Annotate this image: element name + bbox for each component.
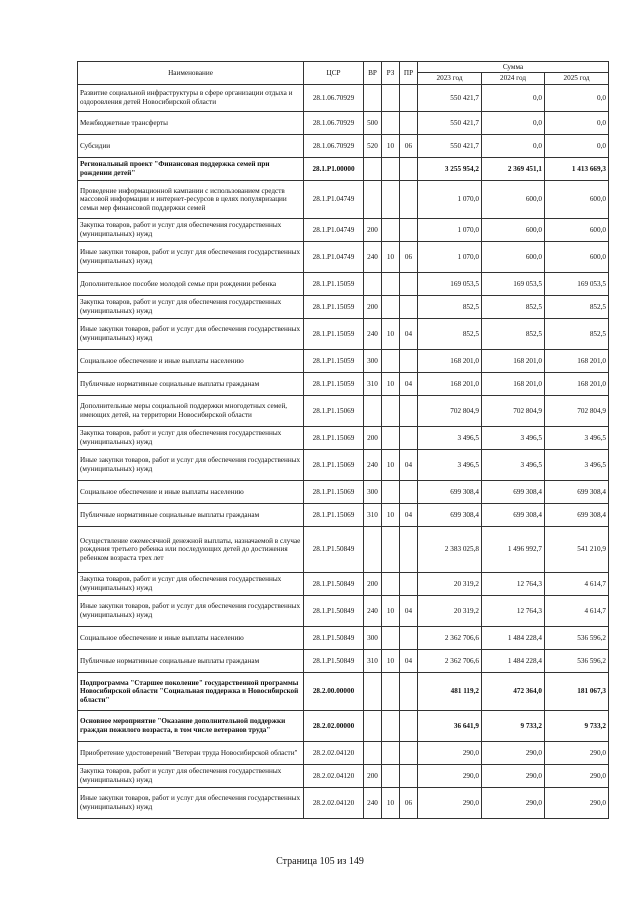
cell-2023: 2 362 706,6 bbox=[418, 626, 482, 649]
table-row bbox=[78, 741, 609, 764]
budget-table bbox=[77, 61, 609, 819]
cell-rz: 10 bbox=[382, 134, 400, 157]
cell-pr bbox=[400, 349, 418, 372]
cell-2024: 699 308,4 bbox=[482, 480, 545, 503]
cell-2024: 169 053,5 bbox=[482, 272, 545, 295]
table-header bbox=[78, 62, 609, 85]
table-row bbox=[78, 272, 609, 295]
cell-2023: 36 641,9 bbox=[418, 710, 482, 741]
cell-vr: 310 bbox=[364, 372, 382, 395]
cell-vr bbox=[364, 526, 382, 572]
cell-pr bbox=[400, 741, 418, 764]
cell-csr: 28.1.P1.15059 bbox=[304, 349, 364, 372]
cell-2025: 4 614,7 bbox=[545, 572, 609, 595]
table-row bbox=[78, 787, 609, 818]
table-row bbox=[78, 84, 609, 111]
cell-2025: 536 596,2 bbox=[545, 649, 609, 672]
cell-name: Проведение информационной кампании с использованием средств массовой информации и интернет-ресурсов в целях популяризации семьи мер финансовой поддержки семей bbox=[78, 180, 304, 218]
cell-vr bbox=[364, 395, 382, 426]
header-year-2024: 2024 год bbox=[482, 73, 545, 84]
table-row bbox=[78, 480, 609, 503]
cell-2024: 702 804,9 bbox=[482, 395, 545, 426]
table-row bbox=[78, 572, 609, 595]
cell-rz: 10 bbox=[382, 595, 400, 626]
cell-2023: 1 070,0 bbox=[418, 218, 482, 241]
cell-2024: 0,0 bbox=[482, 111, 545, 134]
cell-vr: 240 bbox=[364, 787, 382, 818]
table-row bbox=[78, 349, 609, 372]
header-pr: ПР bbox=[400, 62, 418, 85]
cell-2024: 852,5 bbox=[482, 318, 545, 349]
cell-2023: 481 119,2 bbox=[418, 672, 482, 710]
table-row bbox=[78, 526, 609, 572]
cell-csr: 28.2.02.04120 bbox=[304, 787, 364, 818]
cell-csr: 28.2.02.04120 bbox=[304, 764, 364, 787]
cell-vr: 500 bbox=[364, 111, 382, 134]
cell-name: Дополнительное пособие молодой семье при рождении ребенка bbox=[78, 272, 304, 295]
cell-name: Публичные нормативные социальные выплаты гражданам bbox=[78, 372, 304, 395]
header-vr: ВР bbox=[364, 62, 382, 85]
cell-2024: 3 496,5 bbox=[482, 426, 545, 449]
cell-2023: 168 201,0 bbox=[418, 349, 482, 372]
cell-rz: 10 bbox=[382, 318, 400, 349]
cell-vr: 240 bbox=[364, 595, 382, 626]
cell-pr: 04 bbox=[400, 449, 418, 480]
cell-rz bbox=[382, 480, 400, 503]
cell-csr: 28.1.P1.04749 bbox=[304, 180, 364, 218]
cell-pr bbox=[400, 272, 418, 295]
cell-rz bbox=[382, 295, 400, 318]
cell-name: Иные закупки товаров, работ и услуг для обеспечения государственных (муниципальных) нужд bbox=[78, 449, 304, 480]
cell-vr: 310 bbox=[364, 503, 382, 526]
cell-csr: 28.1.P1.50849 bbox=[304, 595, 364, 626]
cell-name: Осуществление ежемесячной денежной выплаты, назначаемой в случае рождения третьего ребенка или последующих детей до достижения ребенком возраста трех лет bbox=[78, 526, 304, 572]
cell-vr bbox=[364, 84, 382, 111]
table-row bbox=[78, 134, 609, 157]
cell-csr: 28.1.P1.50849 bbox=[304, 626, 364, 649]
cell-csr: 28.1.P1.04749 bbox=[304, 241, 364, 272]
cell-vr: 240 bbox=[364, 449, 382, 480]
cell-2023: 20 319,2 bbox=[418, 572, 482, 595]
cell-pr bbox=[400, 157, 418, 180]
cell-2025: 699 308,4 bbox=[545, 480, 609, 503]
cell-2025: 0,0 bbox=[545, 134, 609, 157]
cell-rz: 10 bbox=[382, 787, 400, 818]
cell-name: Приобретение удостоверений "Ветеран труда Новосибирской области" bbox=[78, 741, 304, 764]
cell-2024: 1 484 228,4 bbox=[482, 649, 545, 672]
cell-csr: 28.2.02.00000 bbox=[304, 710, 364, 741]
cell-csr: 28.1.P1.15059 bbox=[304, 295, 364, 318]
cell-csr: 28.1.P1.15069 bbox=[304, 503, 364, 526]
cell-pr bbox=[400, 111, 418, 134]
cell-name: Закупка товаров, работ и услуг для обеспечения государственных (муниципальных) нужд bbox=[78, 764, 304, 787]
cell-2025: 181 067,3 bbox=[545, 672, 609, 710]
cell-2025: 600,0 bbox=[545, 218, 609, 241]
cell-vr: 200 bbox=[364, 426, 382, 449]
cell-rz bbox=[382, 672, 400, 710]
cell-pr bbox=[400, 572, 418, 595]
cell-2023: 169 053,5 bbox=[418, 272, 482, 295]
cell-vr: 310 bbox=[364, 649, 382, 672]
cell-2025: 600,0 bbox=[545, 241, 609, 272]
cell-rz bbox=[382, 626, 400, 649]
table-row bbox=[78, 218, 609, 241]
cell-pr: 06 bbox=[400, 241, 418, 272]
cell-pr bbox=[400, 395, 418, 426]
table-row bbox=[78, 395, 609, 426]
cell-2024: 0,0 bbox=[482, 134, 545, 157]
cell-csr: 28.1.P1.50849 bbox=[304, 572, 364, 595]
cell-rz bbox=[382, 426, 400, 449]
cell-csr: 28.1.P1.04749 bbox=[304, 218, 364, 241]
cell-name: Основное мероприятие "Оказание дополнительной поддержки граждан пожилого возраста, в том числе ветеранов труда" bbox=[78, 710, 304, 741]
cell-2025: 290,0 bbox=[545, 741, 609, 764]
cell-2024: 3 496,5 bbox=[482, 449, 545, 480]
cell-name: Развитие социальной инфраструктуры в сфере организации отдыха и оздоровления детей Новосибирской области bbox=[78, 84, 304, 111]
cell-2024: 168 201,0 bbox=[482, 372, 545, 395]
cell-rz bbox=[382, 218, 400, 241]
cell-rz bbox=[382, 111, 400, 134]
header-rz: РЗ bbox=[382, 62, 400, 85]
table-row bbox=[78, 649, 609, 672]
cell-2023: 20 319,2 bbox=[418, 595, 482, 626]
table-row bbox=[78, 372, 609, 395]
cell-2025: 3 496,5 bbox=[545, 426, 609, 449]
cell-name: Иные закупки товаров, работ и услуг для обеспечения государственных (муниципальных) нужд bbox=[78, 787, 304, 818]
cell-vr bbox=[364, 741, 382, 764]
cell-name: Публичные нормативные социальные выплаты гражданам bbox=[78, 503, 304, 526]
cell-csr: 28.2.02.04120 bbox=[304, 741, 364, 764]
table-row bbox=[78, 449, 609, 480]
table-row bbox=[78, 241, 609, 272]
cell-2025: 290,0 bbox=[545, 764, 609, 787]
table-row bbox=[78, 503, 609, 526]
cell-vr bbox=[364, 710, 382, 741]
cell-2025: 1 413 669,3 bbox=[545, 157, 609, 180]
cell-2023: 1 070,0 bbox=[418, 241, 482, 272]
cell-name: Субсидии bbox=[78, 134, 304, 157]
table-row bbox=[78, 157, 609, 180]
cell-2023: 852,5 bbox=[418, 318, 482, 349]
cell-rz: 10 bbox=[382, 241, 400, 272]
cell-2025: 702 804,9 bbox=[545, 395, 609, 426]
cell-rz bbox=[382, 741, 400, 764]
table-body bbox=[78, 84, 609, 818]
cell-2024: 12 764,3 bbox=[482, 572, 545, 595]
cell-csr: 28.1.P1.15069 bbox=[304, 395, 364, 426]
cell-csr: 28.1.06.70929 bbox=[304, 134, 364, 157]
cell-2024: 290,0 bbox=[482, 764, 545, 787]
header-name: Наименование bbox=[78, 62, 304, 85]
cell-2024: 600,0 bbox=[482, 180, 545, 218]
cell-csr: 28.1.P1.15059 bbox=[304, 318, 364, 349]
cell-csr: 28.1.P1.15059 bbox=[304, 272, 364, 295]
cell-2025: 600,0 bbox=[545, 180, 609, 218]
cell-name: Закупка товаров, работ и услуг для обеспечения государственных (муниципальных) нужд bbox=[78, 426, 304, 449]
cell-rz bbox=[382, 710, 400, 741]
cell-name: Закупка товаров, работ и услуг для обеспечения государственных (муниципальных) нужд bbox=[78, 295, 304, 318]
cell-rz bbox=[382, 157, 400, 180]
cell-2025: 541 210,9 bbox=[545, 526, 609, 572]
cell-2023: 290,0 bbox=[418, 741, 482, 764]
cell-pr bbox=[400, 84, 418, 111]
cell-2023: 290,0 bbox=[418, 787, 482, 818]
cell-2024: 600,0 bbox=[482, 241, 545, 272]
cell-rz: 10 bbox=[382, 372, 400, 395]
cell-2023: 699 308,4 bbox=[418, 503, 482, 526]
cell-vr: 200 bbox=[364, 572, 382, 595]
cell-rz: 10 bbox=[382, 503, 400, 526]
cell-vr: 300 bbox=[364, 349, 382, 372]
cell-2025: 0,0 bbox=[545, 84, 609, 111]
cell-2025: 168 201,0 bbox=[545, 349, 609, 372]
cell-2023: 852,5 bbox=[418, 295, 482, 318]
header-csr: ЦСР bbox=[304, 62, 364, 85]
cell-rz bbox=[382, 84, 400, 111]
cell-2023: 1 070,0 bbox=[418, 180, 482, 218]
cell-2023: 3 255 954,2 bbox=[418, 157, 482, 180]
cell-2024: 168 201,0 bbox=[482, 349, 545, 372]
cell-pr bbox=[400, 426, 418, 449]
cell-csr: 28.1.06.70929 bbox=[304, 111, 364, 134]
cell-pr bbox=[400, 672, 418, 710]
cell-pr bbox=[400, 295, 418, 318]
cell-2024: 2 369 451,1 bbox=[482, 157, 545, 180]
cell-name: Социальное обеспечение и иные выплаты населению bbox=[78, 480, 304, 503]
cell-csr: 28.1.06.70929 bbox=[304, 84, 364, 111]
cell-2025: 290,0 bbox=[545, 787, 609, 818]
cell-2024: 699 308,4 bbox=[482, 503, 545, 526]
cell-pr: 06 bbox=[400, 787, 418, 818]
table-row bbox=[78, 710, 609, 741]
cell-2025: 699 308,4 bbox=[545, 503, 609, 526]
cell-name: Иные закупки товаров, работ и услуг для обеспечения государственных (муниципальных) нужд bbox=[78, 595, 304, 626]
cell-pr bbox=[400, 764, 418, 787]
cell-2023: 699 308,4 bbox=[418, 480, 482, 503]
cell-pr bbox=[400, 180, 418, 218]
cell-2024: 472 364,0 bbox=[482, 672, 545, 710]
cell-2025: 852,5 bbox=[545, 295, 609, 318]
page-number: Страница 105 из 149 bbox=[276, 856, 364, 867]
cell-2025: 9 733,2 bbox=[545, 710, 609, 741]
cell-vr: 240 bbox=[364, 241, 382, 272]
cell-2023: 550 421,7 bbox=[418, 134, 482, 157]
cell-name: Социальное обеспечение и иные выплаты населению bbox=[78, 349, 304, 372]
cell-2024: 9 733,2 bbox=[482, 710, 545, 741]
cell-2023: 702 804,9 bbox=[418, 395, 482, 426]
cell-csr: 28.1.P1.15069 bbox=[304, 426, 364, 449]
cell-2024: 1 496 992,7 bbox=[482, 526, 545, 572]
cell-vr bbox=[364, 157, 382, 180]
cell-name: Подпрограмма "Старшее поколение" государственной программы Новосибирской области "Социальная поддержка в Новосибирской области" bbox=[78, 672, 304, 710]
cell-vr bbox=[364, 272, 382, 295]
table-row bbox=[78, 595, 609, 626]
cell-2024: 12 764,3 bbox=[482, 595, 545, 626]
cell-csr: 28.1.P1.00000 bbox=[304, 157, 364, 180]
cell-rz bbox=[382, 272, 400, 295]
cell-2025: 536 596,2 bbox=[545, 626, 609, 649]
cell-pr bbox=[400, 480, 418, 503]
cell-csr: 28.2.00.00000 bbox=[304, 672, 364, 710]
table-row bbox=[78, 318, 609, 349]
cell-2025: 168 201,0 bbox=[545, 372, 609, 395]
cell-2025: 852,5 bbox=[545, 318, 609, 349]
cell-csr: 28.1.P1.15069 bbox=[304, 480, 364, 503]
cell-vr bbox=[364, 672, 382, 710]
cell-2024: 852,5 bbox=[482, 295, 545, 318]
cell-2025: 3 496,5 bbox=[545, 449, 609, 480]
cell-name: Региональный проект "Финансовая поддержка семей при рождении детей" bbox=[78, 157, 304, 180]
cell-2024: 1 484 228,4 bbox=[482, 626, 545, 649]
cell-vr: 200 bbox=[364, 295, 382, 318]
cell-2024: 290,0 bbox=[482, 787, 545, 818]
cell-2023: 550 421,7 bbox=[418, 84, 482, 111]
cell-rz bbox=[382, 764, 400, 787]
cell-2025: 169 053,5 bbox=[545, 272, 609, 295]
cell-pr: 04 bbox=[400, 595, 418, 626]
cell-2023: 290,0 bbox=[418, 764, 482, 787]
cell-vr: 200 bbox=[364, 218, 382, 241]
cell-pr: 06 bbox=[400, 134, 418, 157]
cell-name: Закупка товаров, работ и услуг для обеспечения государственных (муниципальных) нужд bbox=[78, 218, 304, 241]
cell-name: Иные закупки товаров, работ и услуг для обеспечения государственных (муниципальных) нужд bbox=[78, 241, 304, 272]
cell-name: Социальное обеспечение и иные выплаты населению bbox=[78, 626, 304, 649]
cell-rz bbox=[382, 526, 400, 572]
table-row bbox=[78, 764, 609, 787]
cell-2023: 2 362 706,6 bbox=[418, 649, 482, 672]
cell-pr bbox=[400, 710, 418, 741]
cell-pr: 04 bbox=[400, 503, 418, 526]
cell-pr: 04 bbox=[400, 318, 418, 349]
cell-2024: 290,0 bbox=[482, 741, 545, 764]
cell-csr: 28.1.P1.50849 bbox=[304, 526, 364, 572]
table-row bbox=[78, 626, 609, 649]
table-row bbox=[78, 426, 609, 449]
cell-2024: 600,0 bbox=[482, 218, 545, 241]
cell-rz bbox=[382, 349, 400, 372]
cell-csr: 28.1.P1.15059 bbox=[304, 372, 364, 395]
header-year-2025: 2025 год bbox=[545, 73, 609, 84]
cell-pr: 04 bbox=[400, 372, 418, 395]
cell-name: Дополнительные меры социальной поддержки многодетных семей, имеющих детей, на территории Новосибирской области bbox=[78, 395, 304, 426]
table-row bbox=[78, 672, 609, 710]
cell-vr: 240 bbox=[364, 318, 382, 349]
cell-pr bbox=[400, 526, 418, 572]
cell-rz bbox=[382, 395, 400, 426]
header-year-2023: 2023 год bbox=[418, 73, 482, 84]
cell-rz: 10 bbox=[382, 649, 400, 672]
cell-vr: 300 bbox=[364, 626, 382, 649]
cell-vr: 300 bbox=[364, 480, 382, 503]
cell-name: Межбюджетные трансферты bbox=[78, 111, 304, 134]
cell-pr: 04 bbox=[400, 649, 418, 672]
cell-2025: 0,0 bbox=[545, 111, 609, 134]
cell-2023: 3 496,5 bbox=[418, 426, 482, 449]
cell-pr bbox=[400, 218, 418, 241]
table-row bbox=[78, 180, 609, 218]
header-sum: Сумма bbox=[418, 62, 609, 73]
cell-pr bbox=[400, 626, 418, 649]
cell-2023: 550 421,7 bbox=[418, 111, 482, 134]
cell-rz bbox=[382, 180, 400, 218]
cell-2024: 0,0 bbox=[482, 84, 545, 111]
table-row bbox=[78, 111, 609, 134]
cell-name: Закупка товаров, работ и услуг для обеспечения государственных (муниципальных) нужд bbox=[78, 572, 304, 595]
cell-vr: 520 bbox=[364, 134, 382, 157]
cell-2025: 4 614,7 bbox=[545, 595, 609, 626]
table-row bbox=[78, 295, 609, 318]
cell-csr: 28.1.P1.50849 bbox=[304, 649, 364, 672]
cell-2023: 3 496,5 bbox=[418, 449, 482, 480]
cell-name: Иные закупки товаров, работ и услуг для обеспечения государственных (муниципальных) нужд bbox=[78, 318, 304, 349]
cell-vr bbox=[364, 180, 382, 218]
cell-name: Публичные нормативные социальные выплаты гражданам bbox=[78, 649, 304, 672]
cell-csr: 28.1.P1.15069 bbox=[304, 449, 364, 480]
cell-2023: 168 201,0 bbox=[418, 372, 482, 395]
cell-rz: 10 bbox=[382, 449, 400, 480]
cell-2023: 2 383 025,8 bbox=[418, 526, 482, 572]
cell-vr: 200 bbox=[364, 764, 382, 787]
cell-rz bbox=[382, 572, 400, 595]
